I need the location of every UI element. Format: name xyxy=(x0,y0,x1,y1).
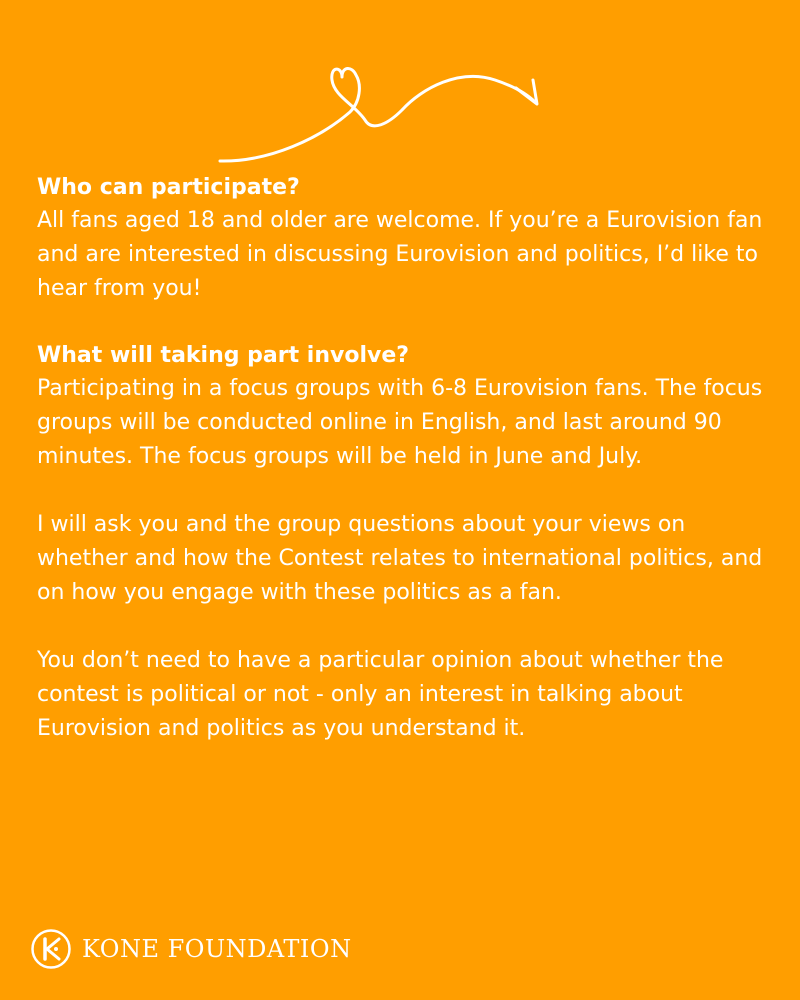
section-heading: Who can participate? xyxy=(37,175,300,200)
heart-arrow-doodle-icon xyxy=(210,50,550,170)
section-who-can-participate xyxy=(37,172,767,306)
section-paragraph: Participating in a focus groups with 6-8 Eurovision fans. The focus groups will be conducted online in English, and last around 90 minutes. The focus groups will be held in June and July. xyxy=(37,376,763,469)
main-content xyxy=(37,172,767,746)
kone-k-icon xyxy=(30,928,72,970)
footer-organization-name: KONE FOUNDATION xyxy=(82,935,352,963)
section-paragraph: You don’t need to have a particular opinion about whether the contest is political or not - only an interest in talking about Eurovision and politics as you understand it. xyxy=(37,648,724,741)
section-paragraph: All fans aged 18 and older are welcome. If you’re a Eurovision fan and are interested in discussing Eurovision and politics, I’d like to hear from you! xyxy=(37,208,763,301)
section-heading: What will taking part involve? xyxy=(37,343,410,368)
section-paragraph: I will ask you and the group questions about your views on whether and how the Contest relates to international politics, and on how you engage with these politics as a fan. xyxy=(37,512,763,605)
footer-logo xyxy=(30,926,352,972)
section-what-involves xyxy=(37,340,767,746)
